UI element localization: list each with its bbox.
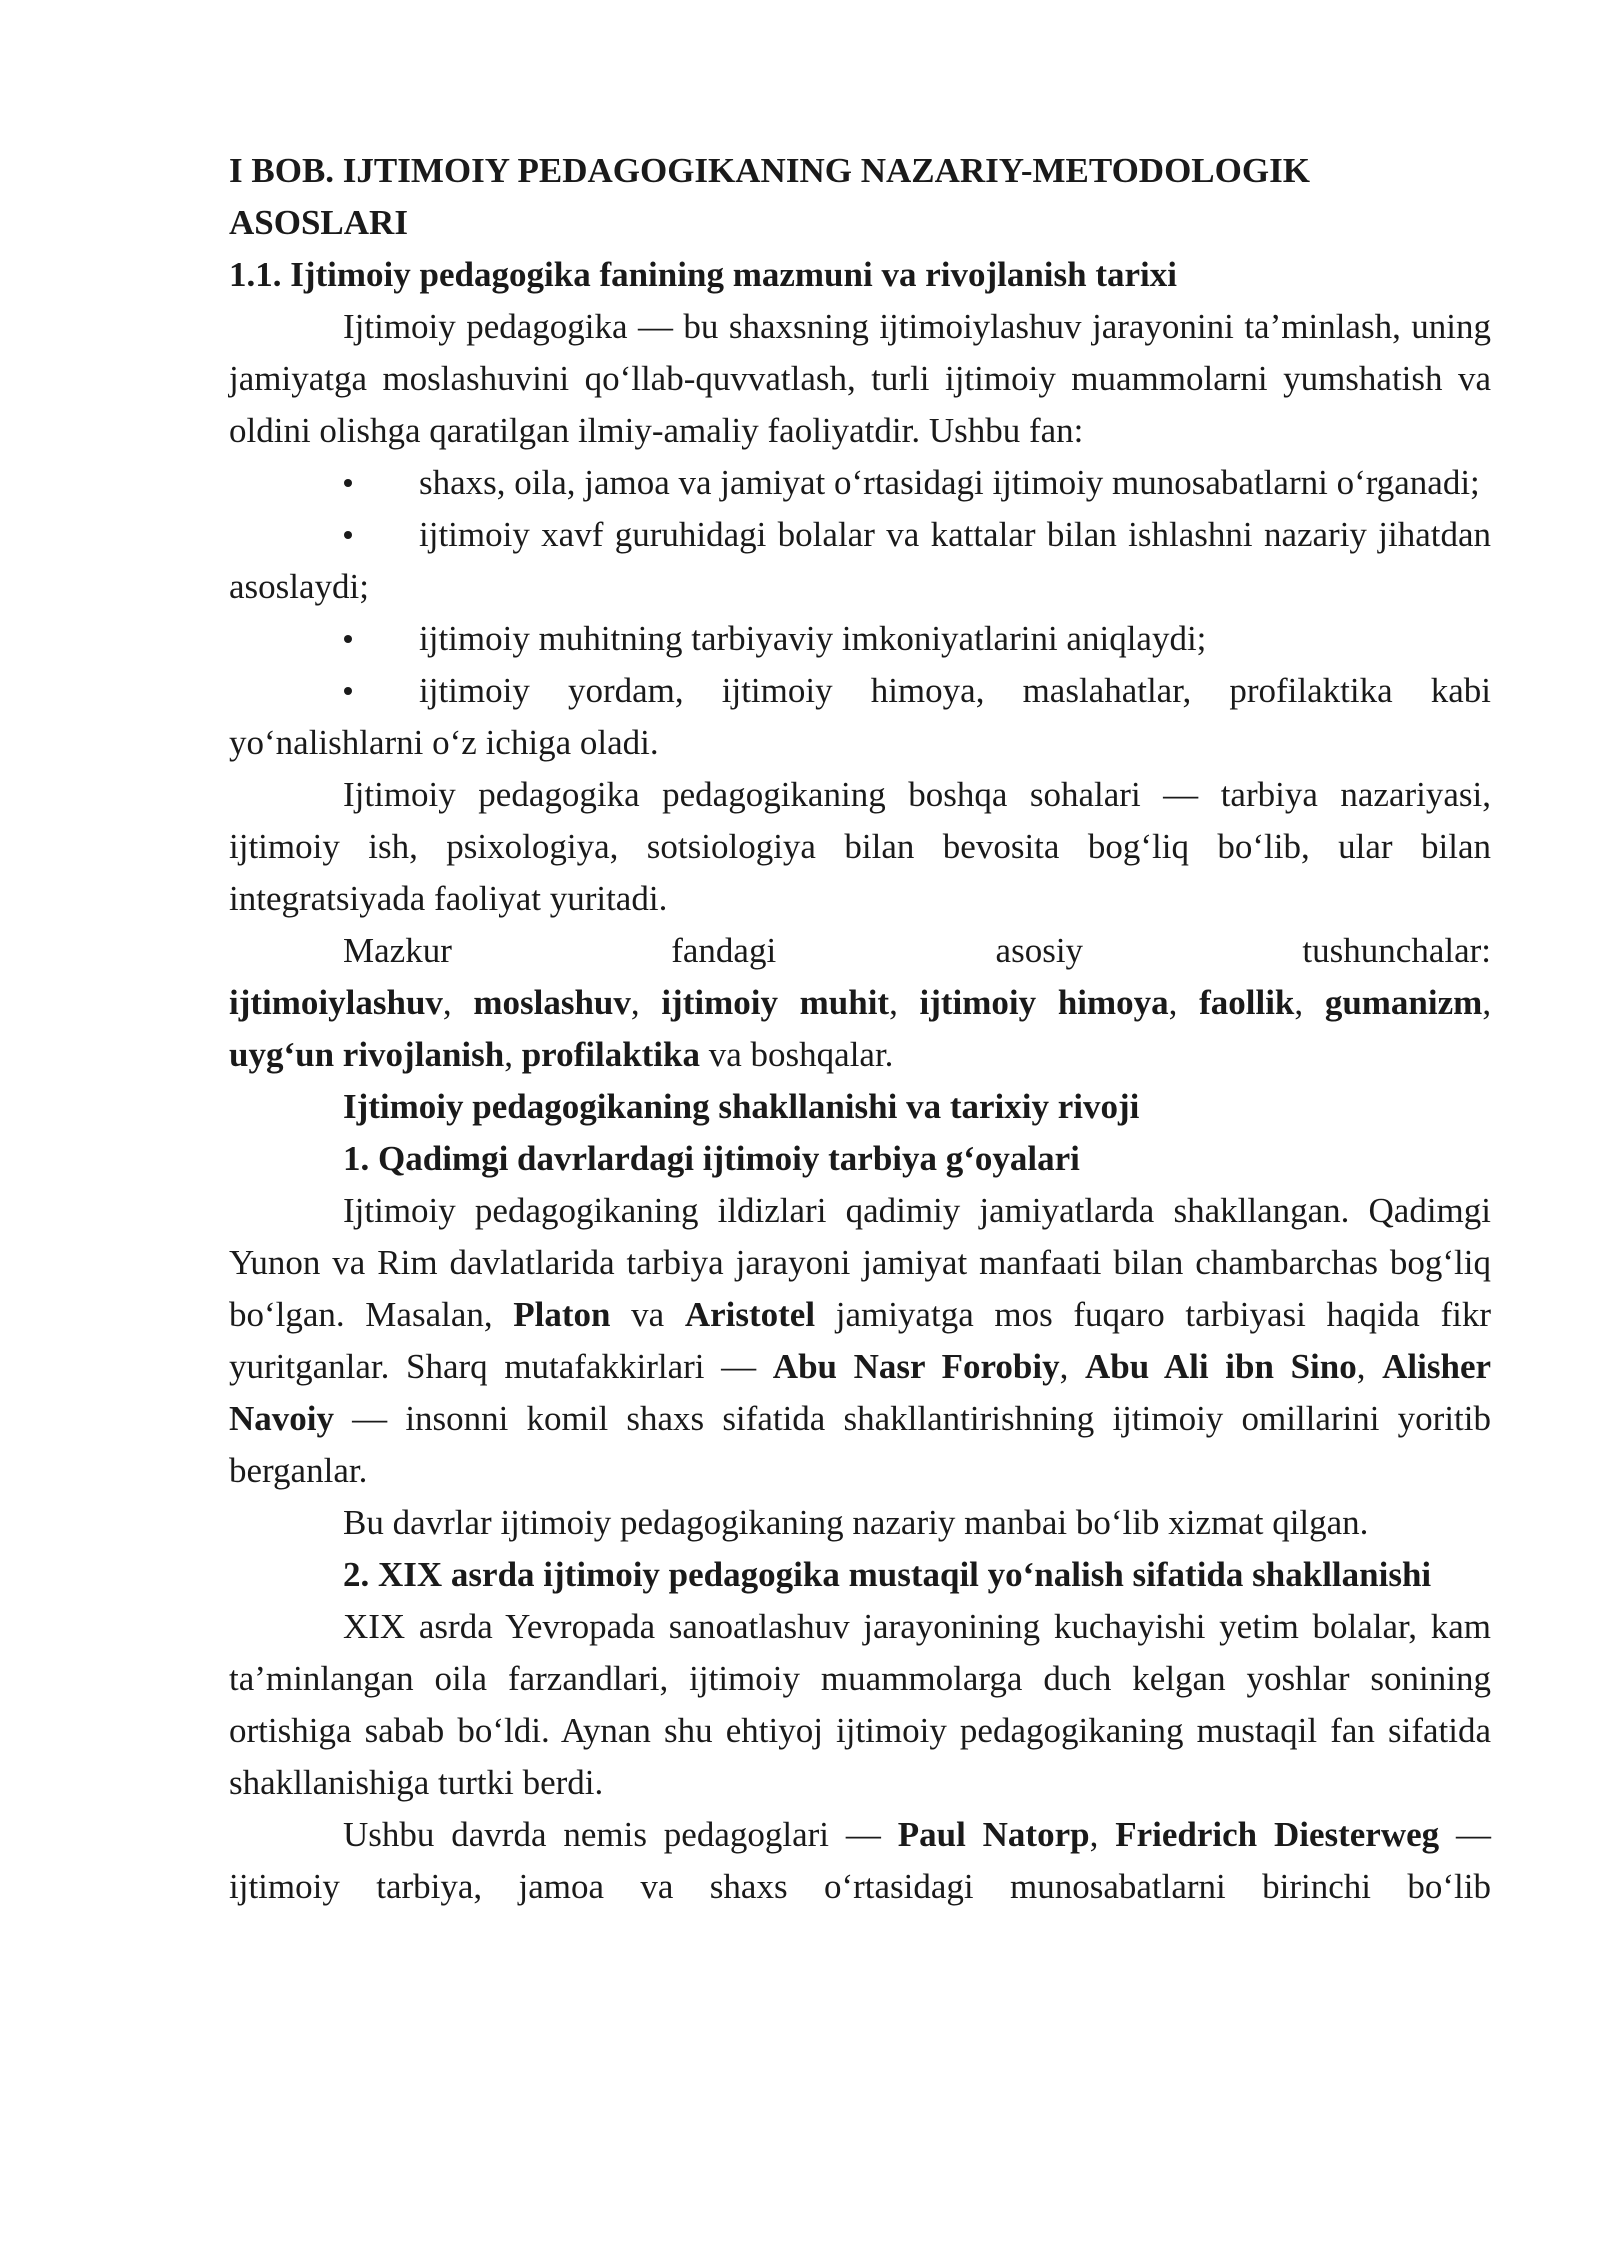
list-item-text: ijtimoiy xavf guruhidagi bolalar va kattalar bilan ishlashni nazariy jihatdan asoslaydi;	[229, 515, 1491, 606]
document-page	[229, 145, 1491, 1913]
list-item-text: ijtimoiy muhitning tarbiyaviy imkoniyatlarini aniqlaydi;	[419, 619, 1207, 658]
chapter-title: I BOB. IJTIMOIY PEDAGOGIKANING NAZARIY-METODOLOGIK ASOSLARI	[229, 151, 1310, 242]
term: faollik	[1199, 983, 1295, 1022]
term: uyg‘un rivojlanish	[229, 1035, 505, 1074]
list-item	[229, 509, 1491, 613]
term: profilaktika	[521, 1035, 700, 1074]
heading-xix: 2. XIX asrda ijtimoiy pedagogika mustaqil yo‘nalish sifatida shakllanishi	[343, 1555, 1432, 1594]
bullet-icon	[229, 509, 419, 561]
bullet-icon	[229, 665, 419, 717]
section-title: 1.1. Ijtimoiy pedagogika fanining mazmuni va rivojlanish tarixi	[229, 255, 1177, 294]
paragraph-definition: Ijtimoiy pedagogika — bu shaxsning ijtimoiylashuv jarayonini ta’minlash, uning jamiyatga moslashuvini qo‘llab-quvvatlash, turli ijtimoiy muammolarni yumshatish va oldini olishga qaratilgan ilmiy-amaliy faoliyatdir. Ushbu fan:	[229, 307, 1491, 450]
list-item-text: shaxs, oila, jamoa va jamiyat o‘rtasidagi ijtimoiy munosabatlarni o‘rganadi;	[419, 463, 1480, 502]
bullet-icon	[229, 613, 419, 665]
term: ijtimoiy himoya	[919, 983, 1169, 1022]
paragraph-xix: XIX asrda Yevropada sanoatlashuv jarayonining kuchayishi yetim bolalar, kam ta’minlangan oila farzandlari, ijtimoiy muammolarga duch kelgan yoshlar sonining ortishiga sabab bo‘ldi. Aynan shu ehtiyoj ijtimoiy pedagogikaning mustaqil fan sifatida shakllanishiga turtki berdi.	[229, 1607, 1491, 1802]
paragraph-ancient: Ijtimoiy pedagogikaning ildizlari qadimiy jamiyatlarda shakllangan. Qadimgi Yunon va Rim davlatlarida tarbiya jarayoni jamiyat manfaati bilan chambarchas bog‘liq bo‘lgan. Masalan, Platon va Aristotel jamiyatga mos fuqaro tarbiyasi haqida fikr yuritganlar. Sharq mutafakkirlari — Abu Nasr Forobiy, Abu Ali ibn Sino, Alisher Navoiy — insonni komil shaxs sifatida shakllantirishning ijtimoiy omillarini yoritib berganlar.	[229, 1191, 1492, 1490]
sub-heading: Ijtimoiy pedagogikaning shakllanishi va tarixiy rivoji	[343, 1087, 1140, 1126]
list-item	[229, 613, 1491, 665]
term: moslashuv	[473, 983, 631, 1022]
term: ijtimoiy muhit	[661, 983, 890, 1022]
heading-ancient: 1. Qadimgi davrlardagi ijtimoiy tarbiya g‘oyalari	[343, 1139, 1080, 1178]
term: gumanizm	[1324, 983, 1483, 1022]
paragraph-concepts-intro: Mazkur fandagi asosiy tushunchalar:	[343, 931, 1491, 970]
list-item-text: ijtimoiy yordam, ijtimoiy himoya, maslahatlar, profilaktika kabi yo‘nalishlarni o‘z ichiga oladi.	[229, 671, 1491, 762]
bullet-icon	[229, 457, 419, 509]
paragraph-sources: Bu davrlar ijtimoiy pedagogikaning nazariy manbai bo‘lib xizmat qilgan.	[343, 1503, 1369, 1542]
list-item	[229, 665, 1491, 769]
paragraph-relations: Ijtimoiy pedagogika pedagogikaning boshqa sohalari — tarbiya nazariyasi, ijtimoiy ish, psixologiya, sotsiologiya bilan bevosita bog‘liq bo‘lib, ular bilan integratsiyada faoliyat yuritadi.	[229, 775, 1491, 918]
paragraph-concepts-terms: ijtimoiylashuv, moslashuv, ijtimoiy muhit, ijtimoiy himoya, faollik, gumanizm, uyg‘un rivojlanish, profilaktika va boshqalar.	[229, 983, 1492, 1074]
paragraph-german: Ushbu davrda nemis pedagoglari — Paul Natorp, Friedrich Diesterweg — ijtimoiy tarbiya, jamoa va shaxs o‘rtasidagi munosabatlarni birinchi bo‘lib	[229, 1815, 1492, 1906]
list-item	[229, 457, 1491, 509]
term: ijtimoiylashuv	[229, 983, 443, 1022]
